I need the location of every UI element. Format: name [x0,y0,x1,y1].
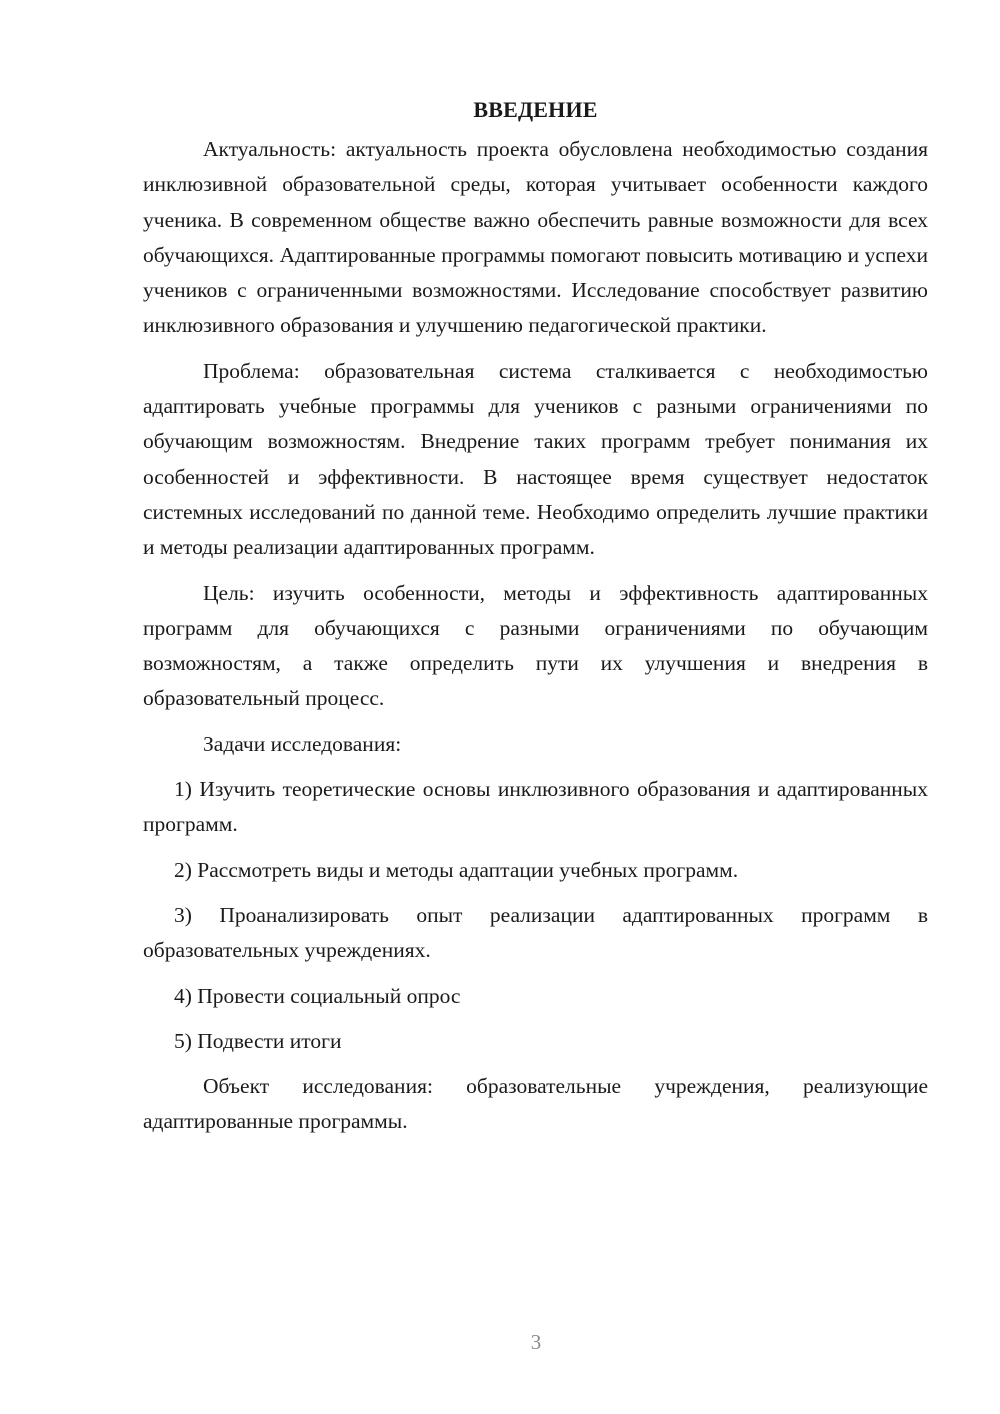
task-item-1: 1) Изучить теоретические основы инклюзивного образования и адаптированных программ. [143,777,928,837]
task-item-5: 5) Подвести итоги [174,1028,342,1053]
tasks-heading: Задачи исследования: [203,731,402,756]
goal-paragraph: Цель: изучить особенности, методы и эффективность адаптированных программ для обучающихся с разными ограничениями по обучающим возможностям, а также определить пути их улучшения и внедрения в образовательный процесс. [143,580,928,711]
relevance-paragraph: Актуальность: актуальность проекта обусловлена необходимостью создания инклюзивной образовательной среды, которая учитывает особенности каждого ученика. В современном обществе важно обеспечить равные возможности для всех обучающихся. Адаптированные программы помогают повысить мотивацию и успехи учеников с ограниченными возможностями. Исследование способствует развитию инклюзивного образования и улучшению педагогической практики. [143,137,928,338]
task-item-3: 3) Проанализировать опыт реализации адаптированных программ в образовательных учреждениях. [143,902,928,963]
page-number: 3 [530,1330,542,1354]
task-item-2: 2) Рассмотреть виды и методы адаптации учебных программ. [174,857,739,882]
problem-paragraph: Проблема: образовательная система сталкивается с необходимостью адаптировать учебные программы для учеников с разными ограничениями по обучающим возможностям. Внедрение таких программ требует понимания их особенностей и эффективности. В настоящее время существует недостаток системных исследований по данной теме. Необходимо определить лучшие практики и методы реализации адаптированных программ. [143,358,928,560]
document-page [143,92,928,1150]
task-item-4: 4) Провести социальный опрос [174,983,461,1008]
section-title: ВВЕДЕНИЕ [473,97,598,122]
object-paragraph: Объект исследования: образовательные учреждения, реализующие адаптированные программы. [143,1074,928,1134]
